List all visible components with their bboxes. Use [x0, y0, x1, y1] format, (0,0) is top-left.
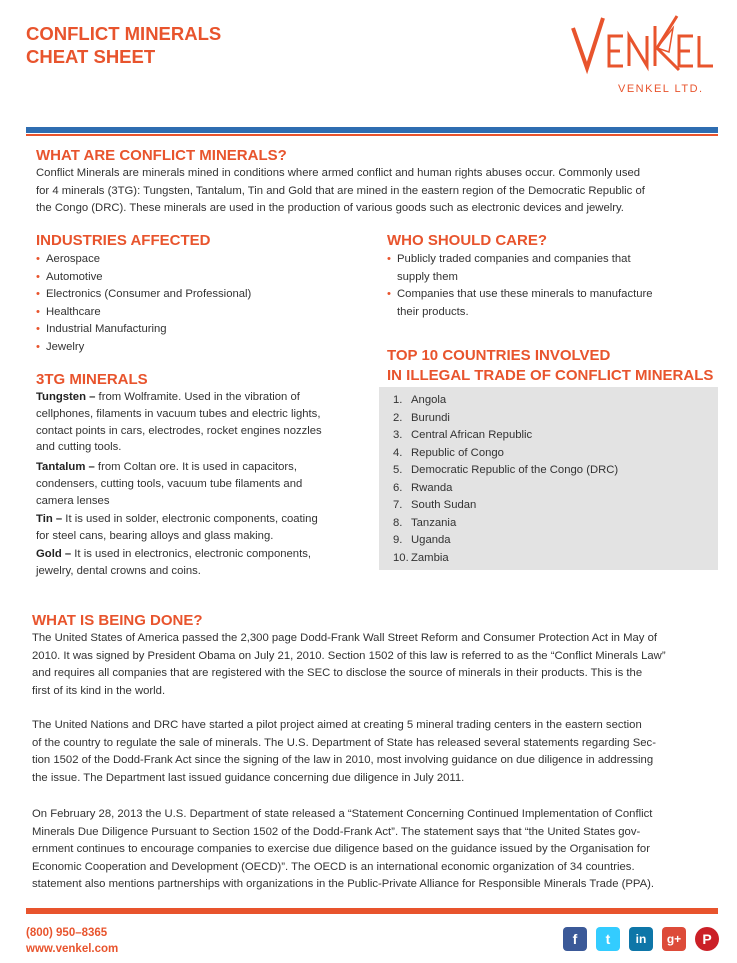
list-item: [393, 497, 618, 515]
text-line: It is used in electronics, electronic components,: [71, 548, 312, 560]
being-done-paragraph-2: [32, 717, 722, 787]
minerals-heading: 3TG MINERALS: [36, 371, 148, 388]
country-name: Angola: [411, 394, 447, 406]
what-are-heading: WHAT ARE CONFLICT MINERALS?: [36, 147, 287, 164]
text-line: their products.: [397, 305, 469, 318]
being-done-paragraph-3: [32, 806, 722, 894]
mineral-name: Tungsten –: [36, 391, 96, 403]
list-item: • Healthcare: [36, 304, 251, 322]
text-line: for steel cans, bearing alloys and glass making.: [36, 529, 274, 542]
tantalum-description: [36, 459, 366, 509]
text-line: tion 1502 of the Dodd-Frank Act since the signing of the law in 2010, most involving guidance on due diligence in addressing: [32, 754, 654, 766]
text-line: statement also mentions partnerships with organizations in the Public-Private Alliance for Responsible Minerals Trade (PPA).: [32, 878, 655, 890]
phone-number[interactable]: (800) 950–8365: [26, 927, 108, 939]
footer-contact: [26, 925, 118, 957]
mineral-name: Tantalum –: [36, 461, 95, 473]
text-line: It is used in solder, electronic components, coating: [62, 513, 318, 525]
mineral-name: Tin –: [36, 513, 63, 525]
header-divider-blue: [26, 127, 718, 133]
text-line: The United States of America passed the 2,300 page Dodd-Frank Wall Street Reform and Consumer Protection Act in May of: [32, 632, 657, 644]
text-line: supply them: [397, 270, 458, 283]
list-item: [393, 462, 618, 480]
text-line: camera lenses: [36, 494, 110, 507]
text-line: from Wolframite. Used in the vibration of: [95, 391, 300, 403]
text-line: Minerals Due Diligence Pursuant to Section 1502 of the Dodd-Frank Act”. The statement says that “the United States gov-: [32, 825, 641, 838]
text-line: and requires all companies that are registered with the SEC to disclose the source of minerals in their products. This is the: [32, 667, 643, 679]
linkedin-icon[interactable]: in: [629, 927, 653, 951]
who-should-care-list: [387, 251, 653, 321]
logo-subtitle: VENKEL LTD.: [618, 83, 704, 95]
countries-heading: [387, 346, 713, 386]
list-item: [393, 392, 618, 410]
header-divider-orange: [26, 134, 718, 136]
list-item: [387, 286, 653, 321]
text-line: • Publicly traded companies and companies that: [397, 253, 631, 265]
country-name: Central African Republic: [411, 429, 533, 441]
twitter-icon[interactable]: t: [596, 927, 620, 951]
list-item: [393, 480, 618, 498]
who-should-care-heading: WHO SHOULD CARE?: [387, 232, 547, 249]
text-line: cellphones, filaments in vacuum tubes and electric lights,: [36, 407, 321, 420]
document-title: [26, 22, 221, 68]
text-line: Conflict Minerals are minerals mined in conditions where armed conflict and human rights abuses occur. Commonly used: [36, 167, 641, 179]
text-line: and cutting tools.: [36, 441, 122, 454]
item-number: 10.: [393, 551, 409, 564]
item-number: 1.: [393, 394, 403, 406]
text-line: contact points in cars, electrodes, rocket engines nozzles: [36, 424, 322, 437]
tungsten-description: [36, 389, 366, 456]
list-item: • Jewelry: [36, 339, 251, 357]
pinterest-icon[interactable]: P: [695, 927, 719, 951]
list-item: [393, 515, 618, 533]
being-done-heading: WHAT IS BEING DONE?: [32, 612, 203, 629]
text-line: the Congo (DRC). These minerals are used in the production of various goods such as electronic devices and jewelry.: [36, 202, 624, 214]
country-name: Zambia: [411, 551, 449, 564]
country-name: Democratic Republic of the Congo (DRC): [411, 464, 619, 476]
item-number: 5.: [393, 464, 403, 476]
list-item: [393, 550, 618, 568]
list-item: • Automotive: [36, 269, 251, 287]
text-line: from Coltan ore. It is used in capacitors,: [94, 461, 297, 473]
text-line: condensers, cutting tools, vacuum tube filaments and: [36, 477, 303, 490]
text-line: Economic Cooperation and Development (OECD)”. The OECD is an international economic organization of 34 countries.: [32, 860, 635, 873]
country-name: Rwanda: [411, 481, 453, 494]
text-line: jewelry, dental crowns and coins.: [36, 564, 201, 577]
list-item: • Electronics (Consumer and Professional): [36, 286, 251, 304]
item-number: 8.: [393, 516, 403, 529]
text-line: • Companies that use these minerals to manufacture: [397, 288, 653, 300]
tin-description: [36, 511, 366, 545]
industries-heading: INDUSTRIES AFFECTED: [36, 232, 211, 249]
being-done-paragraph-1: [32, 630, 722, 700]
text-line: of the country to regulate the sale of minerals. The U.S. Department of State has released several statements regarding Sec-: [32, 736, 656, 749]
item-number: 6.: [393, 481, 403, 494]
website-link[interactable]: www.venkel.com: [26, 943, 119, 955]
item-number: 3.: [393, 429, 403, 441]
text-line: 2010. It was signed by President Obama on July 21, 2010. Section 1502 of this law is referred to as the “Conflict Minerals Law”: [32, 649, 666, 662]
list-item: [393, 427, 618, 445]
countries-list: [393, 392, 618, 567]
list-item: • Industrial Manufacturing: [36, 321, 251, 339]
country-name: Tanzania: [411, 516, 457, 529]
industries-list: [36, 251, 251, 356]
item-number: 9.: [393, 534, 403, 546]
what-are-paragraph: [36, 165, 716, 218]
text-line: for 4 minerals (3TG): Tungsten, Tantalum, Tin and Gold that are mined in the eastern region of the Democratic Republic of: [36, 184, 645, 197]
text-line: ernment continues to encourage companies to exercise due diligence based on the guidance issued by the Organisation for: [32, 843, 650, 855]
list-item: [393, 445, 618, 463]
item-number: 2.: [393, 411, 403, 424]
heading-line: TOP 10 COUNTRIES INVOLVED: [387, 347, 611, 364]
footer-divider: [26, 908, 718, 914]
list-item: [387, 251, 653, 286]
country-name: Uganda: [411, 534, 451, 546]
mineral-name: Gold –: [36, 548, 72, 560]
title-line-1: CONFLICT MINERALS: [26, 23, 222, 44]
text-line: first of its kind in the world.: [32, 684, 166, 697]
country-name: Burundi: [411, 411, 450, 424]
list-item: • Aerospace: [36, 251, 251, 269]
country-name: South Sudan: [411, 499, 477, 511]
item-number: 7.: [393, 499, 403, 511]
list-item: [393, 410, 618, 428]
list-item: [393, 532, 618, 550]
country-name: Republic of Congo: [411, 446, 504, 459]
text-line: The United Nations and DRC have started a pilot project aimed at creating 5 mineral trading centers in the eastern section: [32, 719, 642, 731]
title-line-2: CHEAT SHEET: [26, 46, 156, 67]
google-plus-icon[interactable]: g+: [662, 927, 686, 951]
gold-description: [36, 546, 366, 580]
item-number: 4.: [393, 446, 403, 459]
heading-line: IN ILLEGAL TRADE OF CONFLICT MINERALS: [387, 367, 714, 384]
text-line: On February 28, 2013 the U.S. Department of state released a “Statement Concerning Continued Implementation of Conflict: [32, 808, 653, 820]
facebook-icon[interactable]: f: [563, 927, 587, 951]
text-line: the issue. The Department last issued guidance concerning due diligence in July 2011.: [32, 771, 465, 784]
